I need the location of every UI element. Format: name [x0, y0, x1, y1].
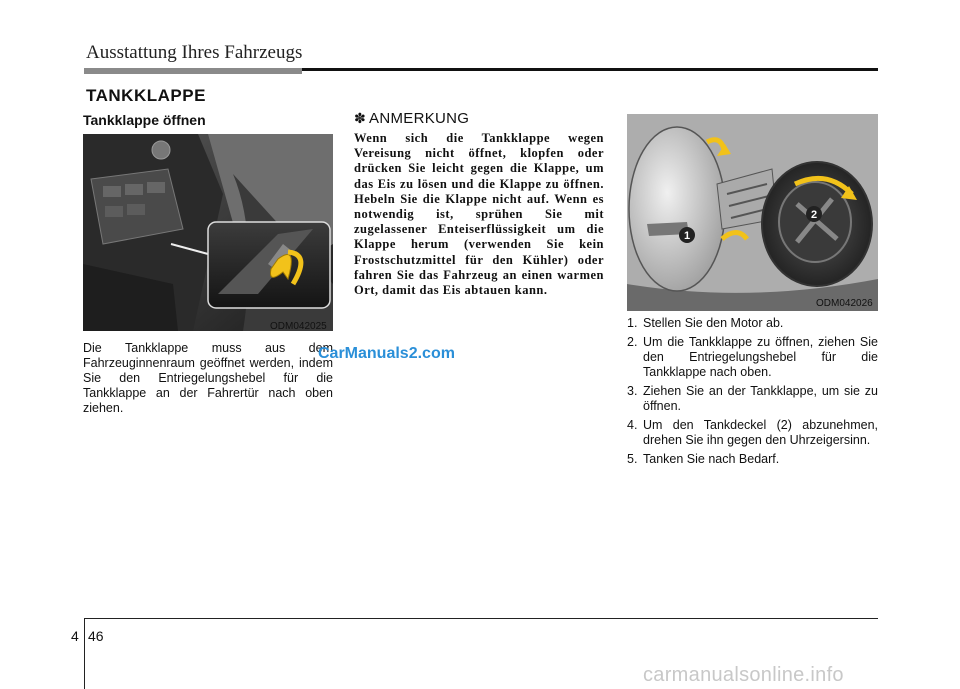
header-rule-accent	[84, 68, 302, 74]
right-image-caption: ODM042026	[816, 298, 873, 309]
step-item: 1. Stellen Sie den Motor ab.	[627, 316, 784, 330]
step-item: 5. Tanken Sie nach Bedarf.	[627, 452, 780, 466]
note-body: Wenn sich die Tankklappe wegen Vereisung nicht öffnet, klopfen oder drücken Sie leicht gegen die Klappe, um das Eis zu lösen und die Klappe zu öffnen. Hebeln Sie die Klappe nicht auf. Wenn es notwendig ist, sprühen Sie mit zugelassener Enteiserflüssigkeit um die Klappe herum (verwenden Sie kein Frostschutzmittel für den Kühler) oder fahren Sie das Fahrzeug an einen warmen Ort, damit das Eis abtauen kann.	[354, 131, 604, 298]
section-title: TANKKLAPPE	[86, 86, 206, 105]
note-heading-label: ANMERKUNG	[369, 110, 470, 127]
callout-2-label: 2	[810, 209, 818, 221]
carmanuals-watermark: CarManuals2.com	[318, 345, 455, 362]
callout-1-label: 1	[683, 230, 691, 242]
note-symbol-icon: ✽	[354, 110, 367, 126]
fuel-cap-photo	[627, 114, 878, 311]
fuel-door-instruction-text: Die Tankklappe muss aus dem Fahrzeuginnenraum geöffnet werden, indem Sie den Entriegelungshebel für die Tankklappe an der Fahrertür nach oben ziehen.	[83, 341, 333, 415]
step-item: 3. Ziehen Sie an der Tankklappe, um sie zu öffnen.	[627, 384, 878, 413]
site-watermark: carmanualsonline.info	[643, 664, 844, 686]
subheading-open-fuel-door: Tankklappe öffnen	[83, 112, 206, 128]
refueling-steps-list	[627, 316, 878, 471]
page-number: 46	[88, 628, 104, 644]
step-item: 2. Um die Tankklappe zu öffnen, ziehen Sie den Entriegelungshebel für die Tankklappe nach oben.	[627, 335, 878, 379]
chapter-number: 4	[71, 628, 79, 644]
footer-divider	[84, 618, 85, 689]
door-lever-photo	[83, 134, 333, 331]
header-title: Ausstattung Ihres Fahrzeugs	[86, 42, 303, 63]
footer-rule	[84, 618, 878, 619]
step-item: 4. Um den Tankdeckel (2) abzunehmen, drehen Sie ihn gegen den Uhrzeigersinn.	[627, 418, 878, 447]
left-image-caption: ODM042025	[270, 321, 327, 332]
note-heading	[354, 110, 469, 127]
